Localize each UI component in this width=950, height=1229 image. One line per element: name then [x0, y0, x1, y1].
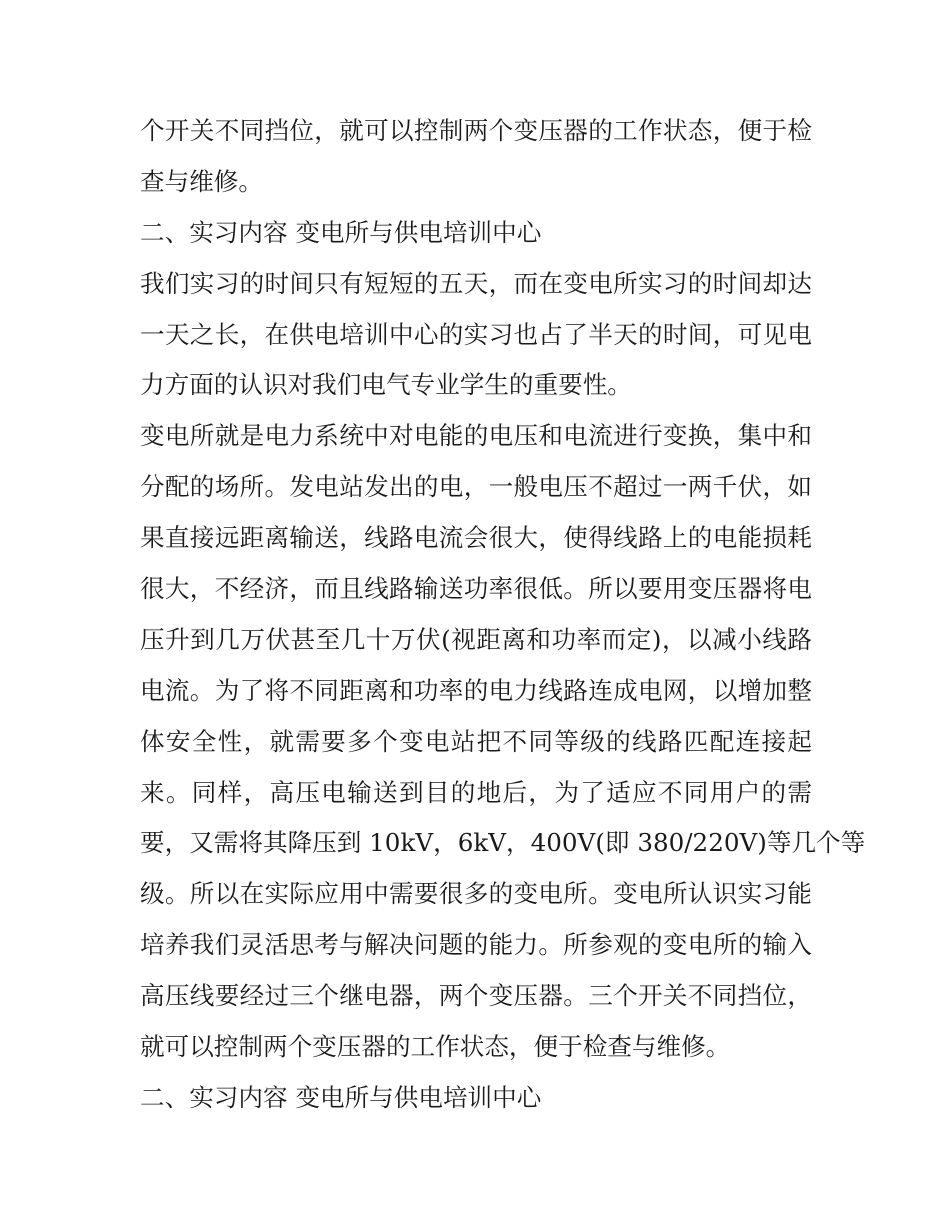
paragraph-line: 个开关不同挡位，就可以控制两个变压器的工作状态，便于检	[140, 116, 812, 145]
paragraph-line: 级。所以在实际应用中需要很多的变电所。变电所认识实习能	[140, 879, 812, 909]
section-heading: 二、实习内容 变电所与供电培训中心	[140, 1082, 542, 1112]
section-heading: 二、实习内容 变电所与供电培训中心	[140, 217, 542, 247]
document-body	[140, 106, 866, 1124]
paragraph-line: 分配的场所。发电站发出的电，一般电压不超过一两千伏，如	[140, 472, 812, 502]
paragraph-line: 压升到几万伏甚至几十万伏(视距离和功率而定)，以减小线路	[140, 624, 812, 654]
paragraph-line: 培养我们灵活思考与解决问题的能力。所参观的变电所的输入	[140, 930, 812, 960]
paragraph-line: 果直接远距离输送，线路电流会很大，使得线路上的电能损耗	[140, 523, 812, 553]
paragraph-line: 我们实习的时间只有短短的五天，而在变电所实习的时间却达	[140, 268, 812, 298]
paragraph-line: 变电所就是电力系统中对电能的电压和电流进行变换，集中和	[140, 421, 812, 451]
paragraph-line: 很大，不经济，而且线路输送功率很低。所以要用变压器将电	[140, 574, 812, 604]
paragraph-line: 就可以控制两个变压器的工作状态，便于检查与维修。	[140, 1032, 731, 1062]
paragraph-line: 力方面的认识对我们电气专业学生的重要性。	[140, 370, 632, 400]
paragraph-line: 电流。为了将不同距离和功率的电力线路连成电网，以增加整	[140, 675, 812, 705]
paragraph-line: 要，又需将其降压到 10kV，6kV，400V(即 380/220V)等几个等	[140, 828, 866, 858]
paragraph-line: 体安全性，就需要多个变电站把不同等级的线路匹配连接起	[140, 726, 812, 756]
paragraph-line: 查与维修。	[140, 166, 263, 196]
paragraph-line: 一天之长，在供电培训中心的实习也占了半天的时间，可见电	[140, 319, 812, 349]
paragraph-line: 来。同样，高压电输送到目的地后，为了适应不同用户的需	[140, 777, 812, 807]
paragraph-line: 高压线要经过三个继电器，两个变压器。三个开关不同挡位，	[140, 981, 812, 1011]
